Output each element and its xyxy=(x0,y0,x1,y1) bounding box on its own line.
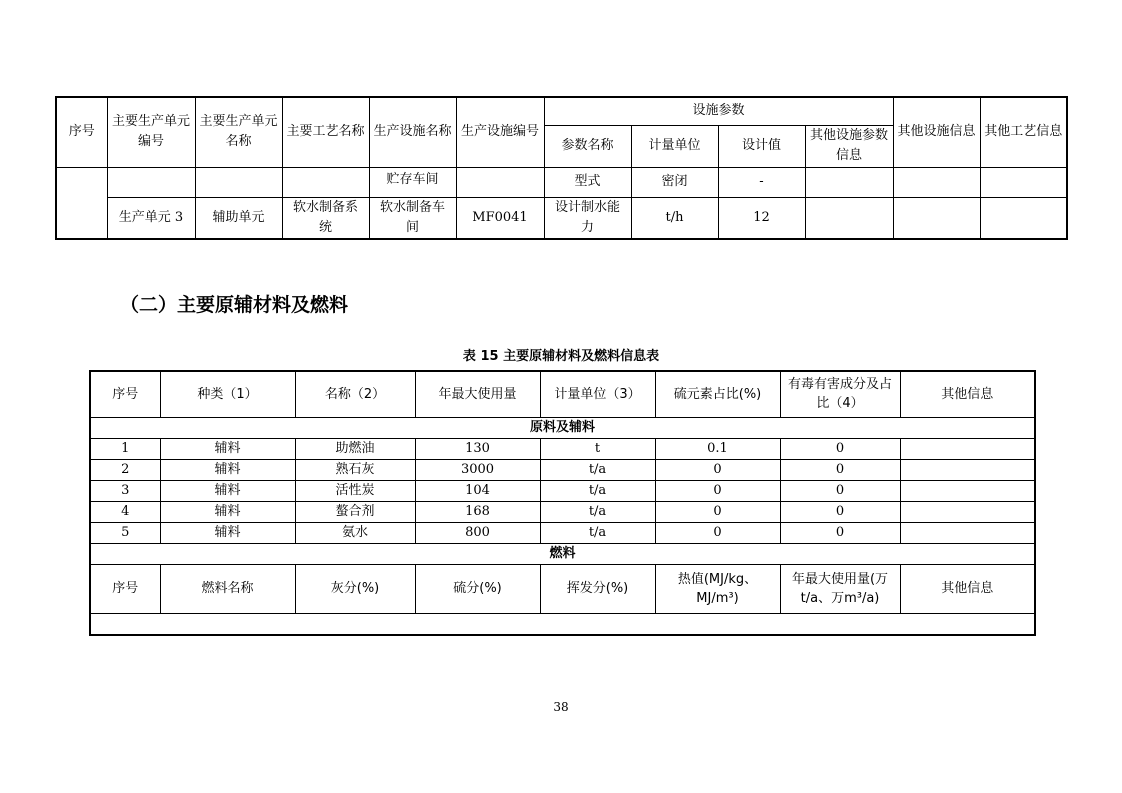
cell-unit-code: 生产单元 3 xyxy=(107,197,195,239)
header-unit-name: 主要生产单元名称 xyxy=(195,97,282,167)
header-other-facility-info: 其他设施信息 xyxy=(893,97,980,167)
table-row xyxy=(90,480,1035,501)
cell-seq: 2 xyxy=(90,459,160,480)
header-other-process-info: 其他工艺信息 xyxy=(980,97,1067,167)
cell-toxic-ratio: 0 xyxy=(780,459,900,480)
cell-toxic-ratio: 0 xyxy=(780,501,900,522)
cell-max-annual-use: 3000 xyxy=(415,459,540,480)
cell-other-param-info xyxy=(805,167,893,197)
cell-name: 熟石灰 xyxy=(295,459,415,480)
cell-sulfur-ratio: 0 xyxy=(655,459,780,480)
cell-name: 活性炭 xyxy=(295,480,415,501)
page-number: 38 xyxy=(553,700,569,714)
cell-seq xyxy=(56,167,107,239)
header-unit-code: 主要生产单元编号 xyxy=(107,97,195,167)
header-sulfur-ratio: 硫元素占比(%) xyxy=(655,371,780,417)
header-measure-unit: 计量单位（3） xyxy=(540,371,655,417)
header-other-param-info: 其他设施参数信息 xyxy=(805,125,893,167)
cell-category: 辅料 xyxy=(160,501,295,522)
cell-design-value: 12 xyxy=(718,197,805,239)
cell-measure-unit: t/a xyxy=(540,480,655,501)
fuel-group-label: 燃料 xyxy=(90,543,1035,564)
cell-toxic-ratio: 0 xyxy=(780,438,900,459)
fuel-header-ash: 灰分(%) xyxy=(295,564,415,613)
cell-measure-unit: t/a xyxy=(540,501,655,522)
table-row xyxy=(90,522,1035,543)
cell-param-name: 设计制水能力 xyxy=(544,197,631,239)
cell-name: 氨水 xyxy=(295,522,415,543)
cell-other-param-info xyxy=(805,197,893,239)
cell-measure-unit: t xyxy=(540,438,655,459)
header-name: 名称（2） xyxy=(295,371,415,417)
cell-max-annual-use: 800 xyxy=(415,522,540,543)
header-param-name: 参数名称 xyxy=(544,125,631,167)
fuel-empty-row xyxy=(90,613,1035,635)
cell-seq: 4 xyxy=(90,501,160,522)
fuel-header-other-info: 其他信息 xyxy=(900,564,1035,613)
cell-other-process-info xyxy=(980,167,1067,197)
header-seq: 序号 xyxy=(56,97,107,167)
cell-max-annual-use: 168 xyxy=(415,501,540,522)
header-design-value: 设计值 xyxy=(718,125,805,167)
cell-measure-unit: t/a xyxy=(540,522,655,543)
cell-param-name: 型式 xyxy=(544,167,631,197)
fuel-header-fuel-name: 燃料名称 xyxy=(160,564,295,613)
header-facility-name: 生产设施名称 xyxy=(369,97,456,167)
table-row xyxy=(90,459,1035,480)
cell-max-annual-use: 104 xyxy=(415,480,540,501)
fuel-header-heat-value: 热值(MJ/kg、MJ/m³) xyxy=(655,564,780,613)
cell-name: 螯合剂 xyxy=(295,501,415,522)
cell-process-name xyxy=(282,167,369,197)
fuel-empty-cell xyxy=(90,613,1035,635)
cell-measure-unit: t/a xyxy=(540,459,655,480)
header-measure-unit: 计量单位 xyxy=(631,125,718,167)
cell-other-process-info xyxy=(980,197,1067,239)
header-facility-code: 生产设施编号 xyxy=(456,97,544,167)
cell-category: 辅料 xyxy=(160,459,295,480)
cell-category: 辅料 xyxy=(160,480,295,501)
header-max-annual-use: 年最大使用量 xyxy=(415,371,540,417)
cell-name: 助燃油 xyxy=(295,438,415,459)
cell-sulfur-ratio: 0 xyxy=(655,480,780,501)
header-params-group: 设施参数 xyxy=(544,97,893,125)
cell-sulfur-ratio: 0 xyxy=(655,522,780,543)
header-toxic-ratio: 有毒有害成分及占比（4） xyxy=(780,371,900,417)
materials-group-label: 原料及辅料 xyxy=(90,417,1035,438)
fuel-header-sulfur: 硫分(%) xyxy=(415,564,540,613)
header-process-name: 主要工艺名称 xyxy=(282,97,369,167)
section-heading: （二）主要原辅材料及燃料 xyxy=(120,294,349,316)
table-row xyxy=(90,438,1035,459)
fuel-header-seq: 序号 xyxy=(90,564,160,613)
cell-category: 辅料 xyxy=(160,522,295,543)
header-seq: 序号 xyxy=(90,371,160,417)
cell-unit-code xyxy=(107,167,195,197)
fuel-header-volatile: 挥发分(%) xyxy=(540,564,655,613)
cell-other-info xyxy=(900,522,1035,543)
cell-toxic-ratio: 0 xyxy=(780,480,900,501)
cell-measure-unit: 密闭 xyxy=(631,167,718,197)
cell-process-name: 软水制备系统 xyxy=(282,197,369,239)
header-other-info: 其他信息 xyxy=(900,371,1035,417)
cell-other-facility-info xyxy=(893,167,980,197)
cell-max-annual-use: 130 xyxy=(415,438,540,459)
cell-other-info xyxy=(900,459,1035,480)
facility-parameter-table xyxy=(55,96,1068,240)
cell-measure-unit: t/h xyxy=(631,197,718,239)
cell-sulfur-ratio: 0 xyxy=(655,501,780,522)
cell-other-facility-info xyxy=(893,197,980,239)
cell-facility-name: 软水制备车间 xyxy=(369,197,456,239)
cell-unit-name: 辅助单元 xyxy=(195,197,282,239)
cell-facility-code xyxy=(456,167,544,197)
table-row xyxy=(56,197,1067,239)
cell-facility-name: 贮存车间 xyxy=(369,167,456,197)
materials-fuel-table xyxy=(89,370,1036,636)
cell-design-value: - xyxy=(718,167,805,197)
cell-facility-code: MF0041 xyxy=(456,197,544,239)
table-caption: 表 15 主要原辅材料及燃料信息表 xyxy=(462,349,660,364)
cell-seq: 5 xyxy=(90,522,160,543)
cell-seq: 1 xyxy=(90,438,160,459)
cell-other-info xyxy=(900,501,1035,522)
cell-seq: 3 xyxy=(90,480,160,501)
fuel-header-max-annual-use: 年最大使用量(万t/a、万m³/a) xyxy=(780,564,900,613)
table-row xyxy=(90,501,1035,522)
table-row xyxy=(56,167,1067,197)
cell-unit-name xyxy=(195,167,282,197)
cell-sulfur-ratio: 0.1 xyxy=(655,438,780,459)
cell-category: 辅料 xyxy=(160,438,295,459)
cell-toxic-ratio: 0 xyxy=(780,522,900,543)
header-category: 种类（1） xyxy=(160,371,295,417)
cell-other-info xyxy=(900,438,1035,459)
cell-other-info xyxy=(900,480,1035,501)
